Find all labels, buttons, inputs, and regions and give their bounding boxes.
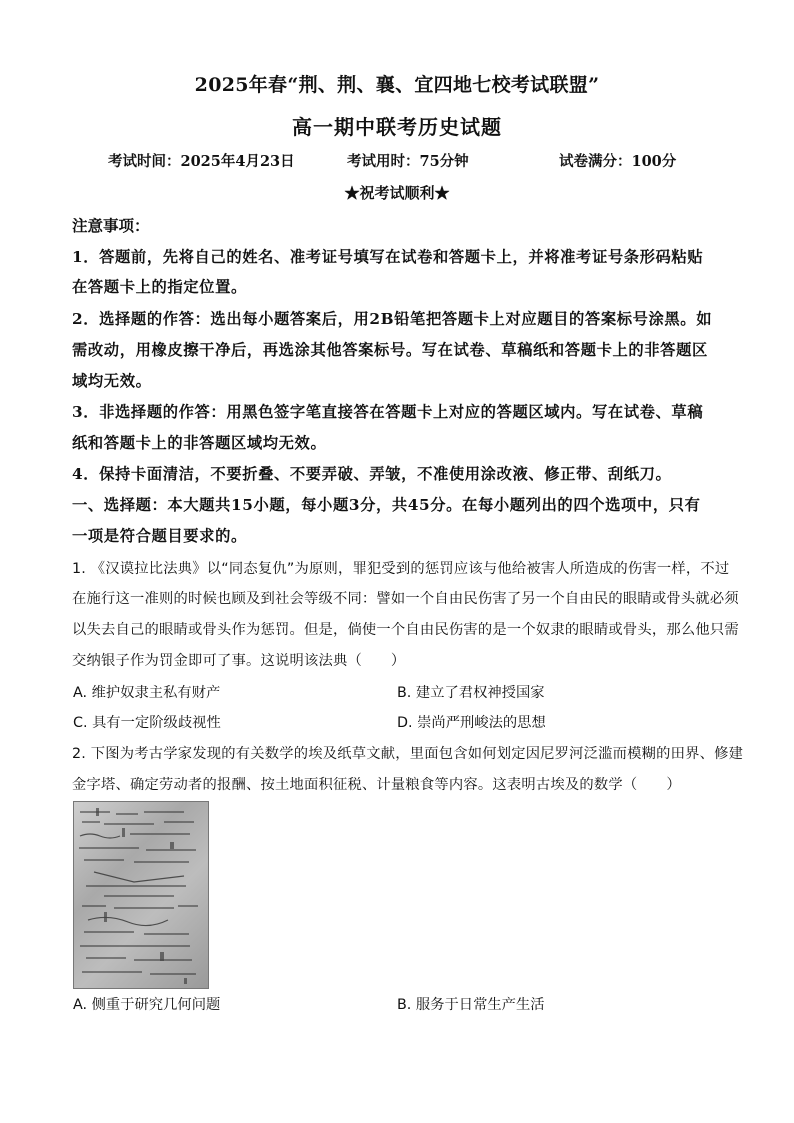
- section-heading: 一项是符合题目要求的。: [72, 527, 247, 545]
- papyrus-image: [73, 801, 209, 989]
- question-1-option-a: A. 维护奴隶主私有财产: [73, 685, 221, 701]
- exam-time: 考试时间：2025年4月23日: [108, 153, 295, 170]
- notes-line: 域均无效。: [72, 372, 152, 390]
- notes-line: 3．非选择题的作答：用黑色签字笔直接答在答题卡上对应的答题区域内。写在试卷、草稿: [72, 403, 704, 421]
- question-1-option-c: C. 具有一定阶级歧视性: [73, 715, 221, 731]
- notes-heading: 注意事项：: [72, 216, 150, 235]
- question-2-option-b: B. 服务于日常生产生活: [397, 997, 545, 1013]
- notes-line: 1．答题前，先将自己的姓名、准考证号填写在试卷和答题卡上，并将准考证号条形码粘贴: [72, 248, 704, 266]
- good-luck-line: ★祝考试顺利★: [344, 184, 450, 202]
- section-heading: 一、选择题：本大题共15小题，每小题3分，共45分。在每小题列出的四个选项中，只有: [72, 496, 701, 514]
- papyrus-drawing: [74, 802, 208, 988]
- exam-full-score: 试卷满分：100分: [559, 153, 677, 170]
- question-2-text: 2. 下图为考古学家发现的有关数学的埃及纸草文献，里面包含如何划定因尼罗河泛滥而模糊的田界、修建: [72, 746, 744, 762]
- question-1-option-d: D. 崇尚严刑峻法的思想: [397, 715, 546, 731]
- notes-line: 纸和答题卡上的非答题区域均无效。: [72, 434, 327, 452]
- question-2-text: 金字塔、确定劳动者的报酬、按土地面积征税、计量粮食等内容。这表明古埃及的数学（ ）: [72, 777, 681, 793]
- notes-line: 2．选择题的作答：选出每小题答案后，用2B铅笔把答题卡上对应题目的答案标号涂黑。如: [72, 310, 713, 328]
- exam-subtitle: 高一期中联考历史试题: [292, 115, 502, 139]
- question-1-text: 1. 《汉谟拉比法典》以“同态复仇”为原则，罪犯受到的惩罚应该与他给被害人所造成的伤害一样，不过: [72, 561, 730, 577]
- question-1-option-b: B. 建立了君权神授国家: [397, 685, 545, 701]
- notes-line: 需改动，用橡皮擦干净后，再选涂其他答案标号。写在试卷、草稿纸和答题卡上的非答题区: [72, 341, 708, 359]
- exam-duration: 考试用时：75分钟: [347, 153, 469, 170]
- exam-title: 2025年春“荆、荆、襄、宜四地七校考试联盟”: [194, 74, 600, 96]
- question-1-text: 交纳银子作为罚金即可了事。这说明该法典（ ）: [72, 653, 406, 669]
- question-1-text: 在施行这一准则的时候也顾及到社会等级不同：譬如一个自由民伤害了另一个自由民的眼睛或骨头就必须: [72, 591, 739, 607]
- notes-line: 在答题卡上的指定位置。: [72, 278, 247, 296]
- question-1-text: 以失去自己的眼睛或骨头作为惩罚。但是，倘使一个自由民伤害的是一个奴隶的眼睛或骨头，那么他只需: [72, 622, 739, 638]
- question-2-option-a: A. 侧重于研究几何问题: [73, 997, 221, 1013]
- notes-line: 4．保持卡面清洁，不要折叠、不要弄破、弄皱，不准使用涂改液、修正带、刮纸刀。: [72, 465, 672, 483]
